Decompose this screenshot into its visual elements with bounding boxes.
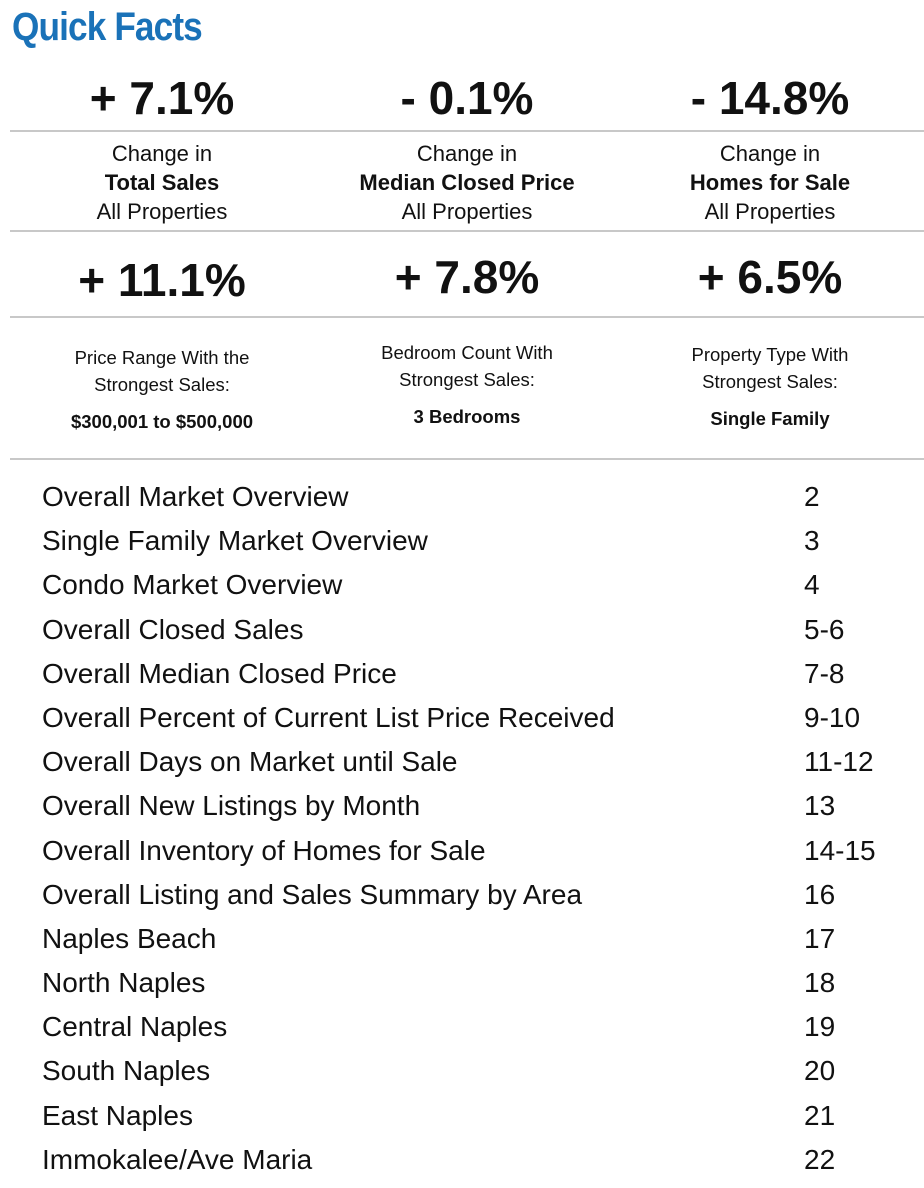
toc-item[interactable] bbox=[42, 873, 902, 917]
homes-for-sale-change-value: - 14.8% bbox=[690, 72, 850, 124]
toc-item[interactable] bbox=[42, 696, 902, 740]
description-line: Price Range With the bbox=[74, 347, 250, 368]
divider bbox=[10, 130, 924, 132]
table-of-contents bbox=[42, 475, 902, 1182]
toc-item-page: 4 bbox=[804, 569, 820, 601]
toc-item-page: 5-6 bbox=[804, 613, 845, 645]
toc-item-page: 22 bbox=[804, 1143, 836, 1175]
toc-item[interactable] bbox=[42, 1094, 902, 1138]
toc-item-label: Immokalee/Ave Maria bbox=[42, 1143, 313, 1175]
description-line: Change in bbox=[719, 141, 821, 166]
toc-item-label: Overall New Listings by Month bbox=[42, 790, 421, 822]
property-type-change-value: + 6.5% bbox=[697, 251, 843, 303]
toc-item-label: Overall Listing and Sales Summary by Area bbox=[42, 878, 583, 910]
toc-item-label: Central Naples bbox=[42, 1011, 228, 1043]
homes-for-sale-description bbox=[620, 139, 920, 226]
toc-item-page: 7-8 bbox=[804, 657, 845, 689]
toc-item[interactable] bbox=[42, 829, 902, 873]
property-type-description bbox=[620, 341, 920, 432]
toc-item[interactable] bbox=[42, 740, 902, 784]
description-line: Change in bbox=[416, 141, 518, 166]
toc-item-page: 2 bbox=[804, 481, 820, 512]
toc-item-label: Overall Percent of Current List Price Received bbox=[42, 701, 615, 733]
bedroom-count-change-value: + 7.8% bbox=[394, 251, 540, 303]
toc-item-label: South Naples bbox=[42, 1055, 211, 1087]
description-metric: Total Sales bbox=[104, 170, 220, 195]
total-sales-change-value: + 7.1% bbox=[89, 72, 235, 124]
divider bbox=[10, 458, 924, 460]
toc-item-page: 16 bbox=[804, 878, 836, 910]
toc-item-page: 21 bbox=[804, 1099, 836, 1131]
description-line: Bedroom Count With bbox=[381, 342, 553, 363]
toc-item-label: East Naples bbox=[42, 1099, 193, 1131]
description-scope: All Properties bbox=[96, 199, 228, 224]
price-range-value: $300,001 to $500,000 bbox=[70, 411, 254, 432]
toc-item-label: Naples Beach bbox=[42, 922, 217, 954]
toc-item[interactable] bbox=[42, 608, 902, 652]
toc-item-label: North Naples bbox=[42, 967, 206, 999]
description-line: Strongest Sales: bbox=[702, 371, 838, 392]
toc-item-label: Overall Days on Market until Sale bbox=[42, 746, 458, 778]
page-title: Quick Facts bbox=[12, 5, 202, 49]
toc-item-page: 3 bbox=[804, 525, 820, 557]
toc-item-page: 13 bbox=[804, 790, 836, 822]
description-metric: Median Closed Price bbox=[359, 170, 575, 195]
toc-item-label: Overall Median Closed Price bbox=[42, 657, 397, 689]
median-price-description bbox=[317, 139, 617, 226]
total-sales-description bbox=[12, 139, 312, 226]
toc-item-label: Condo Market Overview bbox=[42, 569, 343, 601]
toc-item-page: 9-10 bbox=[804, 701, 861, 733]
price-range-description bbox=[12, 344, 312, 435]
median-price-change-value: - 0.1% bbox=[400, 72, 534, 124]
toc-item[interactable] bbox=[42, 475, 902, 519]
description-scope: All Properties bbox=[401, 199, 533, 224]
bedroom-count-value: 3 Bedrooms bbox=[413, 406, 521, 427]
description-metric: Homes for Sale bbox=[689, 170, 851, 195]
toc-item-page: 11-12 bbox=[804, 746, 874, 778]
toc-item-label: Overall Closed Sales bbox=[42, 613, 304, 645]
toc-item[interactable] bbox=[42, 1138, 902, 1182]
toc-item-label: Overall Inventory of Homes for Sale bbox=[42, 834, 486, 866]
toc-item[interactable] bbox=[42, 917, 902, 961]
toc-item-label: Single Family Market Overview bbox=[42, 525, 428, 557]
description-line: Strongest Sales: bbox=[94, 374, 230, 395]
price-range-change-value: + 11.1% bbox=[78, 254, 246, 306]
toc-item-page: 20 bbox=[804, 1055, 836, 1087]
toc-item[interactable] bbox=[42, 563, 902, 607]
toc-item-page: 18 bbox=[804, 967, 836, 999]
description-line: Change in bbox=[111, 141, 213, 166]
toc-item[interactable] bbox=[42, 652, 902, 696]
toc-item[interactable] bbox=[42, 1005, 902, 1049]
toc-item[interactable] bbox=[42, 519, 902, 563]
description-scope: All Properties bbox=[704, 199, 836, 224]
description-line: Property Type With bbox=[691, 344, 849, 365]
toc-item[interactable] bbox=[42, 961, 902, 1005]
toc-item[interactable] bbox=[42, 784, 902, 828]
divider bbox=[10, 316, 924, 318]
property-type-value: Single Family bbox=[710, 408, 830, 429]
toc-item-page: 14-15 bbox=[804, 834, 876, 866]
toc-item-page: 19 bbox=[804, 1011, 836, 1043]
toc-item-page: 17 bbox=[804, 922, 836, 954]
bedroom-count-description bbox=[317, 339, 617, 430]
description-line: Strongest Sales: bbox=[399, 369, 535, 390]
divider bbox=[10, 230, 924, 232]
toc-item[interactable] bbox=[42, 1049, 902, 1093]
toc-item-label: Overall Market Overview bbox=[42, 481, 349, 512]
